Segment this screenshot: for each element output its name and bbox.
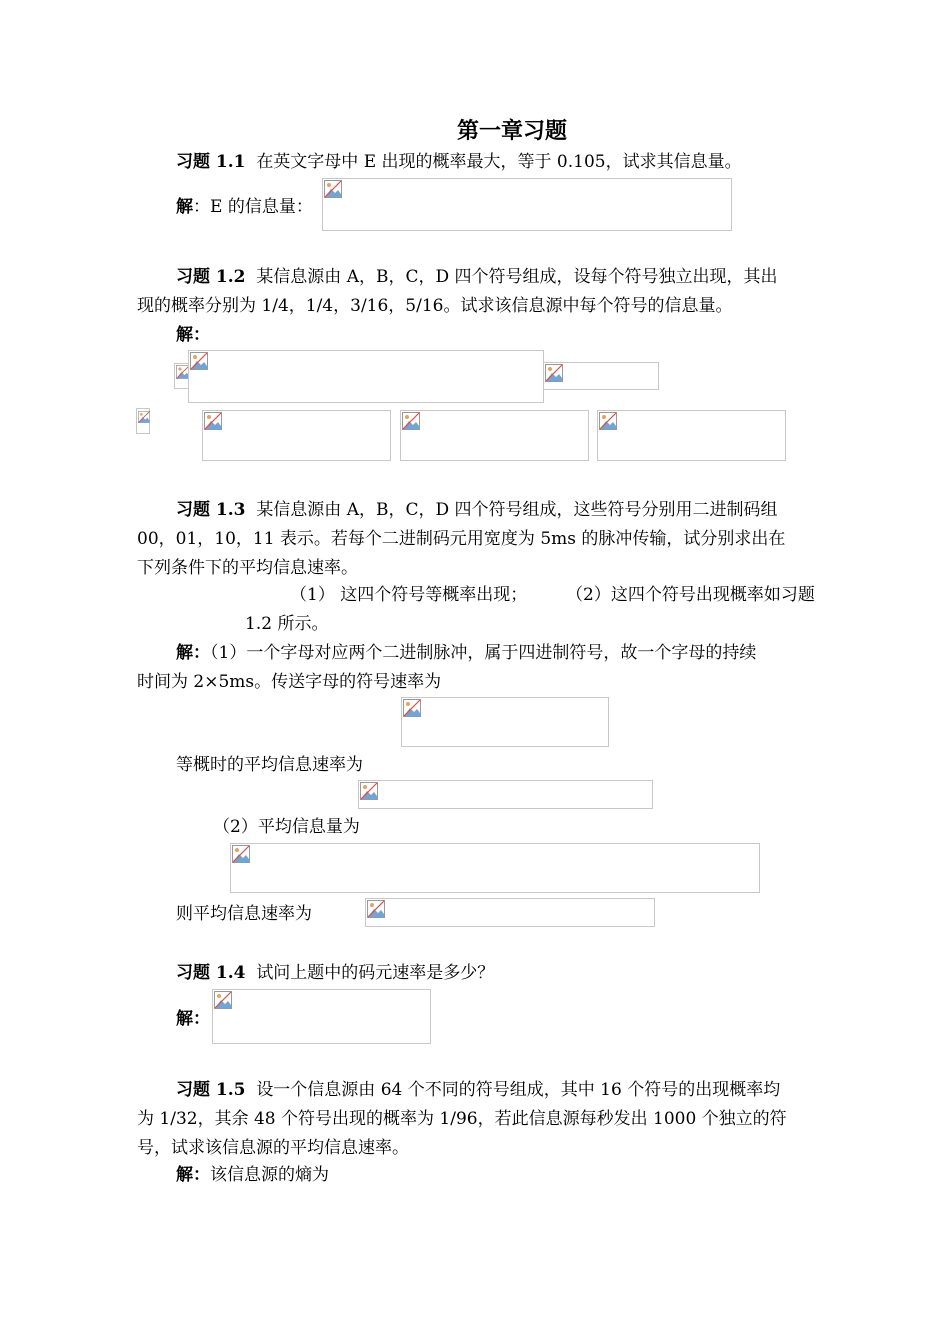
problem-1-5-line2: 为 1/32，其余 48 个符号出现的概率为 1/96，若此信息源每秒发出 1000 个独立的符 [137, 1109, 787, 1129]
problem-label: 习题 1.2 [176, 267, 246, 287]
formula-image [597, 410, 786, 461]
problem-1-4 [176, 959, 494, 987]
formula-image [401, 697, 609, 747]
broken-image-icon [403, 699, 421, 717]
problem-text: 某信息源由 A，B，C，D 四个符号组成，设每个符号独立出现，其出 [256, 267, 778, 287]
broken-image-icon [360, 782, 378, 800]
solution-label: 解： [176, 1165, 210, 1185]
part-2-text: （2）平均信息量为 [213, 817, 360, 837]
broken-image-icon [599, 412, 617, 430]
problem-text: 设一个信息源由 64 个不同的符号组成，其中 16 个符号的出现概率均 [256, 1080, 781, 1100]
problem-1-5-line3: 号，试求该信息源的平均信息速率。 [137, 1138, 409, 1158]
problem-1-1 [176, 148, 742, 176]
solution-1-4-label: 解： [176, 1009, 210, 1029]
broken-image-icon [402, 412, 420, 430]
broken-image-icon [204, 412, 222, 430]
problem-1-3-line3: 下列条件下的平均信息速率。 [137, 558, 358, 578]
condition-2: （2）这四个符号出现概率如习题 [566, 585, 815, 605]
formula-image [543, 362, 659, 390]
solution-label: 解 [176, 197, 193, 217]
problem-label: 习题 1.1 [176, 152, 246, 172]
formula-image [365, 898, 655, 927]
broken-image-icon [190, 352, 208, 370]
solution-1-3-line2: 时间为 2×5ms。传送字母的符号速率为 [137, 672, 442, 692]
formula-image [212, 989, 431, 1044]
formula-image [136, 408, 150, 434]
avg-rate-text: 则平均信息速率为 [176, 904, 312, 924]
solution-1-5 [176, 1161, 329, 1189]
problem-1-3-line1 [176, 496, 778, 524]
condition-2-cont: 1.2 所示。 [245, 614, 329, 634]
formula-image [400, 410, 589, 461]
problem-1-2-line1 [176, 263, 778, 291]
formula-image [358, 780, 653, 809]
chapter-title: 第一章习题 [456, 118, 567, 144]
problem-1-2-line2: 现的概率分别为 1/4，1/4，3/16，5/16。试求该信息源中每个符号的信息量。 [137, 296, 733, 316]
problem-label: 习题 1.4 [176, 963, 246, 983]
solution-1-2-label: 解： [176, 325, 210, 345]
problem-label: 习题 1.3 [176, 500, 246, 520]
broken-image-icon [324, 180, 342, 198]
problem-text: 试问上题中的码元速率是多少？ [256, 963, 495, 983]
problem-1-3-line2: 00，01，10，11 表示。若每个二进制码元用宽度为 5ms 的脉冲传输，试分别求出在 [137, 529, 786, 549]
problem-label: 习题 1.5 [176, 1080, 246, 1100]
solution-1-3-line1 [176, 639, 756, 667]
solution-text: ：E 的信息量： [193, 197, 313, 217]
solution-label: 解： [176, 643, 210, 663]
broken-image-icon [214, 991, 232, 1009]
formula-image [202, 410, 391, 461]
formula-image [230, 843, 760, 893]
problem-text: 在英文字母中 E 出现的概率最大，等于 0.105，试求其信息量。 [256, 152, 742, 172]
formula-image [188, 350, 544, 403]
solution-text: （1）一个字母对应两个二进制脉冲，属于四进制符号，故一个字母的持续 [210, 643, 757, 663]
broken-image-icon [545, 364, 563, 382]
equal-prob-rate-text: 等概时的平均信息速率为 [176, 755, 363, 775]
broken-image-icon [138, 410, 150, 424]
broken-image-icon [232, 845, 250, 863]
condition-1: （1） 这四个符号等概率出现； [290, 585, 528, 605]
formula-image [322, 178, 732, 231]
problem-1-5-line1 [176, 1076, 780, 1104]
solution-text: 该信息源的熵为 [210, 1165, 329, 1185]
broken-image-icon [367, 900, 385, 918]
solution-1-1 [176, 193, 313, 221]
problem-text: 某信息源由 A，B，C，D 四个符号组成，这些符号分别用二进制码组 [256, 500, 778, 520]
